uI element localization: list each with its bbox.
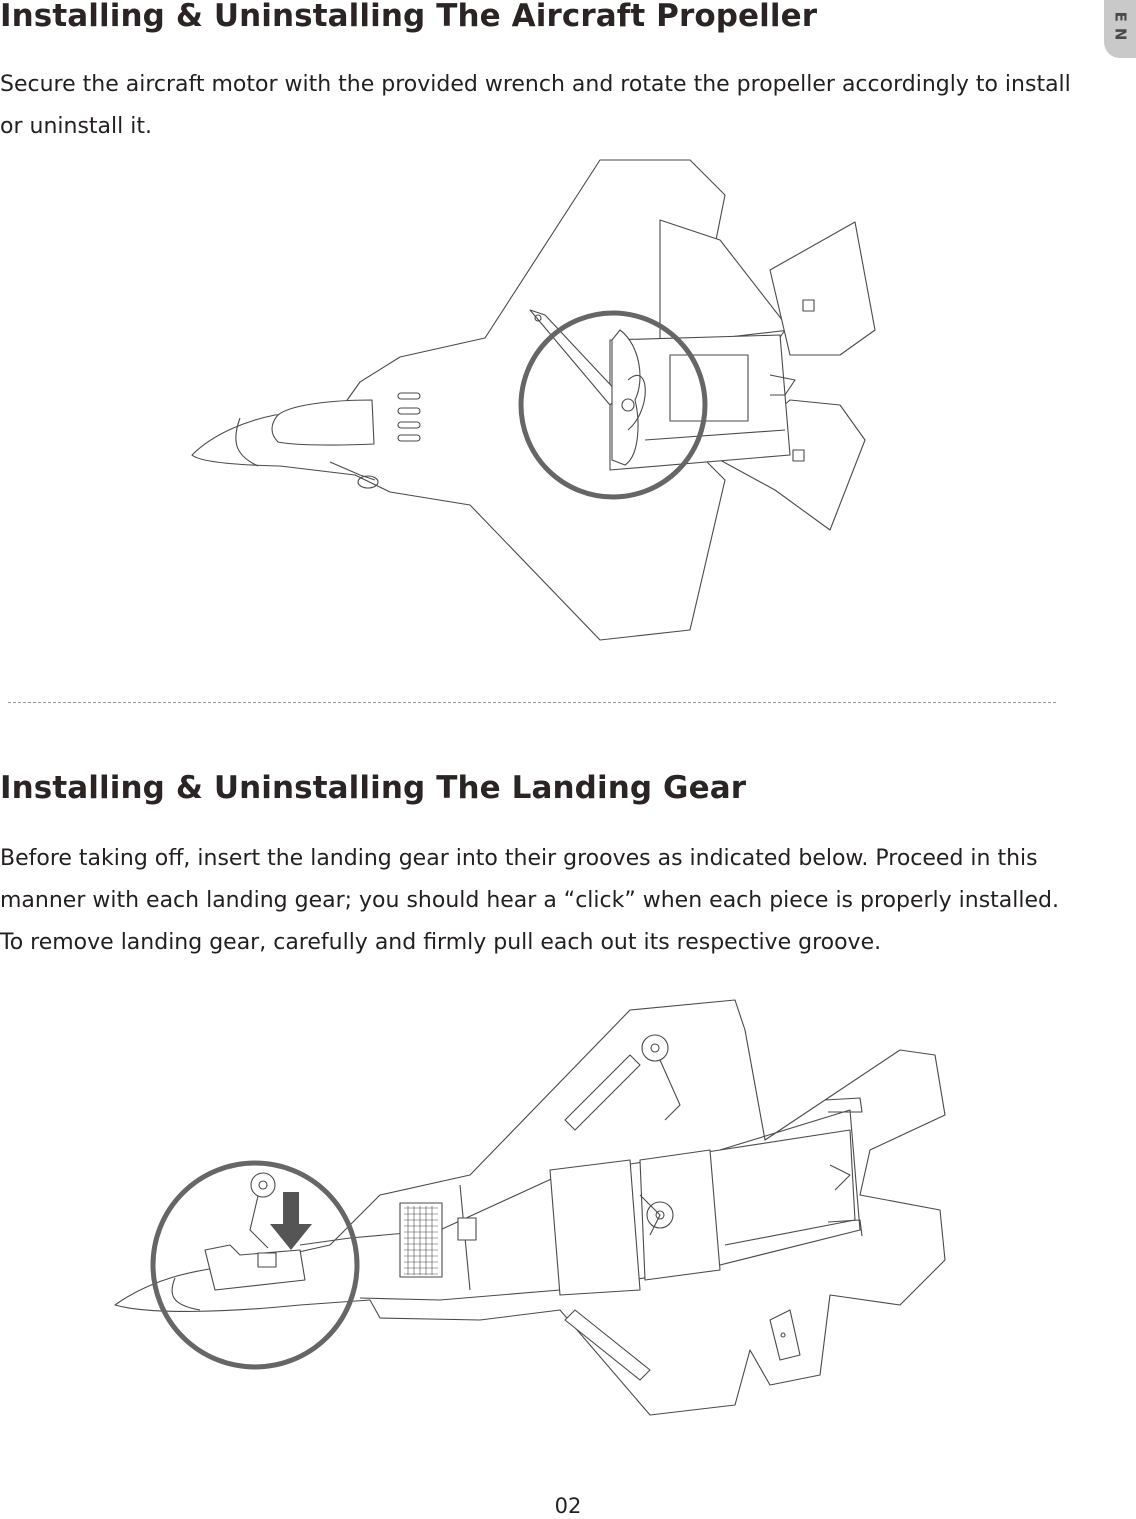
section-text-landing-gear: Before taking off, insert the landing gear into their grooves as indicated below. Proceed in this manner with each landing gear; you should hear a “click” when each piece is properly installed. To remove landing gear, carefully and firmly pull each out its respective groove. (0, 846, 1060, 955)
section-text-propeller: Secure the aircraft motor with the provided wrench and rotate the propeller accordingly to install or uninstall it. (0, 72, 1071, 139)
section-title-landing-gear: Installing & Uninstalling The Landing Gear (0, 770, 747, 806)
page-number: 02 (554, 1494, 582, 1518)
language-tab (1104, 0, 1136, 58)
arrow-down-icon (270, 1192, 312, 1250)
aircraft-landing-gear-illustration (0, 990, 1136, 1430)
section-divider (8, 702, 1056, 703)
aircraft-propeller-illustration (0, 150, 1136, 650)
section-title-propeller: Installing & Uninstalling The Aircraft Propeller (0, 0, 818, 34)
language-label: EN (1111, 11, 1129, 47)
